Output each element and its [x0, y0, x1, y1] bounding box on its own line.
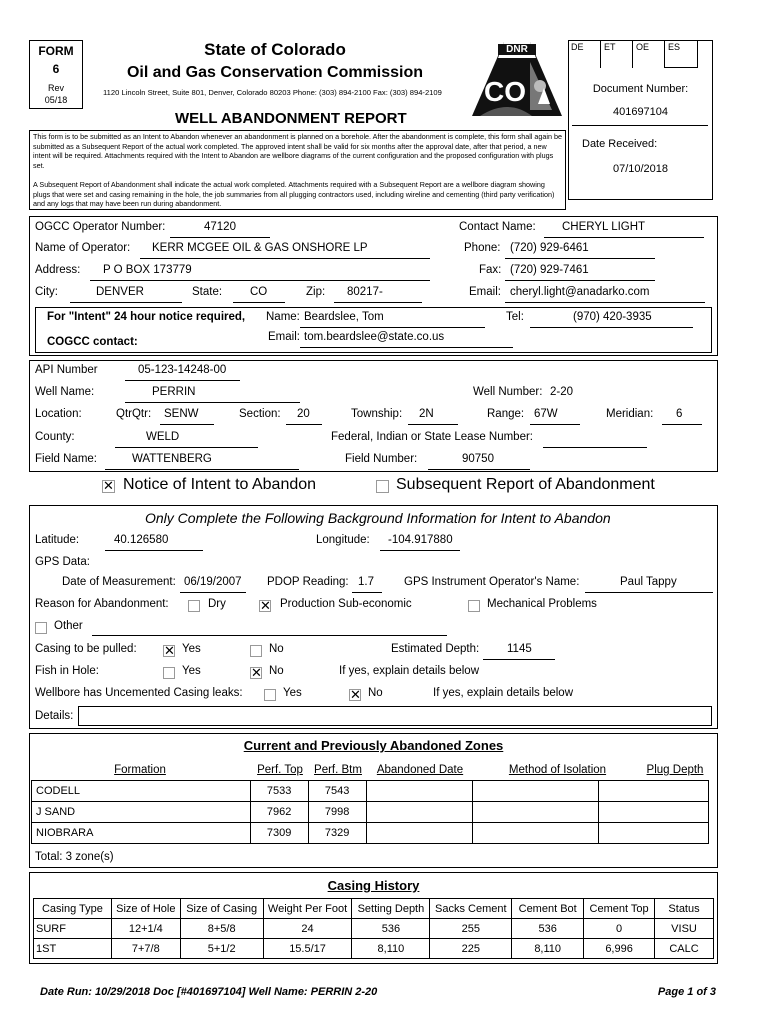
fish-no-label: No	[269, 665, 284, 677]
zones-total: Total: 3 zone(s)	[35, 851, 114, 863]
meridian-underline	[662, 424, 702, 425]
contact-label: Contact Name:	[459, 221, 536, 233]
table-row	[34, 939, 714, 959]
ogcc-label: OGCC Operator Number:	[35, 221, 166, 233]
zones-header-perf-top: Perf. Top	[257, 764, 303, 776]
township-label: Township:	[351, 408, 403, 420]
casing-hole-size: 7+7/8	[111, 939, 180, 959]
uncemented-no-label: No	[368, 687, 383, 699]
section-label: Section:	[239, 408, 281, 420]
pdop-underline	[352, 592, 382, 593]
cogcc-tel-underline	[530, 327, 693, 328]
county-underline	[115, 447, 258, 448]
casing-status: VISU	[655, 919, 714, 939]
casing-size: 8+5/8	[180, 919, 263, 939]
table-row	[32, 802, 709, 823]
cogcc-tel[interactable]: (970) 420-3935	[573, 311, 652, 323]
rev-date: 05/18	[44, 95, 68, 105]
zone-perf-btm: 7543	[308, 781, 366, 802]
field-number-label: Field Number:	[345, 453, 418, 465]
casing-pulled-yes-label: Yes	[182, 643, 201, 655]
zone-perf-btm: 7329	[308, 823, 366, 844]
operator-name-underline	[140, 258, 430, 259]
zones-title: Current and Previously Abandoned Zones	[243, 738, 504, 753]
mechanical-checkbox[interactable]	[468, 600, 480, 612]
other-underline	[92, 635, 447, 636]
casing-size: 5+1/2	[180, 939, 263, 959]
zone-abandoned-date	[366, 823, 473, 844]
casing-header: Setting Depth	[352, 899, 430, 919]
gps-operator-underline	[585, 592, 713, 593]
gps-operator[interactable]: Paul Tappy	[620, 576, 677, 588]
state-label: State:	[192, 286, 223, 298]
section-underline	[286, 424, 322, 425]
table-row	[34, 919, 714, 939]
state-underline	[233, 302, 285, 303]
mechanical-label: Mechanical Problems	[487, 598, 597, 610]
well-number[interactable]: 2-20	[550, 386, 574, 398]
report-title: WELL ABANDONMENT REPORT	[175, 110, 407, 127]
prod-subeconomic-checkbox[interactable]: ✕	[260, 598, 271, 613]
casing-title: Casing History	[327, 878, 420, 893]
logo-co-text: CO	[484, 76, 526, 107]
fish-no-checkbox[interactable]: ✕	[251, 665, 262, 680]
zones-header-perf-btm: Perf. Btm	[314, 764, 362, 776]
contact-name[interactable]: CHERYL LIGHT	[562, 221, 646, 233]
zone-perf-top: 7309	[250, 823, 308, 844]
well-number-label: Well Number:	[473, 386, 543, 398]
zone-perf-top: 7533	[250, 781, 308, 802]
cogcc-email-underline	[300, 347, 513, 348]
cogcc-name-label: Name:	[266, 311, 300, 323]
code-oe: OE	[633, 40, 665, 68]
email-label: Email:	[469, 286, 501, 298]
casing-header: Status	[655, 899, 714, 919]
est-depth-label: Estimated Depth:	[391, 643, 480, 655]
address-underline	[90, 280, 430, 281]
field-number-underline	[428, 469, 530, 470]
zone-perf-btm: 7998	[308, 802, 366, 823]
cogcc-contact-label: COGCC contact:	[47, 336, 138, 348]
prod-subeconomic-label: Production Sub-economic	[280, 598, 412, 610]
range-value[interactable]: 67W	[534, 408, 558, 420]
email-underline	[505, 302, 705, 303]
casing-header: Size of Casing	[180, 899, 263, 919]
office-divider	[572, 125, 708, 126]
zones-header-abandoned-date: Abandoned Date	[376, 764, 464, 776]
well-name[interactable]: PERRIN	[152, 386, 196, 398]
township-underline	[408, 424, 458, 425]
field-name-underline	[105, 469, 299, 470]
county-label: County:	[35, 431, 75, 443]
zone-perf-top: 7962	[250, 802, 308, 823]
township-value[interactable]: 2N	[419, 408, 434, 420]
cogcc-tel-label: Tel:	[506, 311, 524, 323]
api-underline	[125, 380, 240, 381]
zone-formation: CODELL	[32, 781, 251, 802]
code-es: ES	[665, 40, 698, 68]
doc-number: 401697104	[612, 106, 669, 118]
qtrqtr-underline	[160, 424, 214, 425]
email-value[interactable]: cheryl.light@anadarko.com	[510, 286, 650, 298]
intent-checkbox[interactable]: ✕	[103, 478, 114, 493]
qtrqtr-value[interactable]: SENW	[164, 408, 199, 420]
field-number[interactable]: 90750	[462, 453, 494, 465]
address-label: Address:	[35, 264, 81, 276]
rev-label: Rev	[47, 83, 64, 93]
longitude-underline	[380, 550, 460, 551]
measure-date-label: Date of Measurement:	[62, 576, 176, 588]
zone-plug-depth	[599, 781, 709, 802]
gps-operator-label: GPS Instrument Operator's Name:	[404, 576, 580, 588]
fish-yes-checkbox[interactable]	[163, 667, 175, 679]
dry-label: Dry	[208, 598, 226, 610]
address-value[interactable]: P O BOX 173779	[103, 264, 192, 276]
fish-label: Fish in Hole:	[35, 665, 99, 677]
intent-label: Notice of Intent to Abandon	[123, 476, 317, 493]
fax-value[interactable]: (720) 929-7461	[510, 264, 589, 276]
api-label: API Number	[35, 364, 98, 376]
casing-table	[33, 898, 714, 959]
other-label: Other	[54, 620, 83, 632]
details-input[interactable]	[78, 706, 712, 726]
ogcc-number[interactable]: 47120	[204, 221, 236, 233]
instructions-text-1: This form is to be submitted as an Intent to Abandon whenever an abandonment is planned on a borehole. After the abandonment is complete, this form shall again be submitted as a Subsequent Report of the actual work completed. The approved intent shall be valid for six months after the approval date, after that period, a new intent will be required. Attachments required with the Intent to Abandon are wellbore diagrams of the current configuration and the proposed configuration with plugs set.	[33, 132, 563, 170]
uncemented-explain-label: If yes, explain details below	[433, 687, 573, 699]
casing-status: CALC	[655, 939, 714, 959]
well-name-label: Well Name:	[35, 386, 95, 398]
casing-type: SURF	[34, 919, 112, 939]
casing-weight: 24	[263, 919, 352, 939]
notice-label: For "Intent" 24 hour notice required,	[47, 311, 246, 323]
fax-underline	[505, 280, 655, 281]
casing-sacks: 255	[430, 919, 512, 939]
phone-underline	[505, 258, 655, 259]
subsequent-label: Subsequent Report of Abandonment	[396, 476, 655, 493]
field-name-label: Field Name:	[35, 453, 97, 465]
casing-header: Weight Per Foot	[263, 899, 352, 919]
zone-formation: J SAND	[32, 802, 251, 823]
table-row	[32, 781, 709, 802]
latitude-label: Latitude:	[35, 534, 80, 546]
reason-label: Reason for Abandonment:	[35, 598, 169, 610]
casing-header: Casing Type	[34, 899, 112, 919]
other-checkbox[interactable]	[35, 622, 47, 634]
longitude-value[interactable]: -104.917880	[388, 534, 453, 546]
footer-run-info: Date Run: 10/29/2018 Doc [#401697104] Well Name: PERRIN 2-20	[40, 986, 378, 998]
longitude-label: Longitude:	[316, 534, 370, 546]
pdop-value[interactable]: 1.7	[358, 576, 374, 588]
range-underline	[530, 424, 580, 425]
measure-date[interactable]: 06/19/2007	[184, 576, 242, 588]
agency-name: Oil and Gas Conservation Commission	[126, 64, 424, 81]
form-number: 6	[52, 62, 60, 76]
form-label: FORM	[38, 44, 74, 58]
meridian-label: Meridian:	[606, 408, 654, 420]
zones-table	[31, 780, 709, 844]
city-value[interactable]: DENVER	[96, 286, 144, 298]
table-row	[32, 823, 709, 844]
casing-pulled-no-label: No	[269, 643, 284, 655]
fax-label: Fax:	[479, 264, 502, 276]
phone-label: Phone:	[464, 242, 501, 254]
uncemented-yes-label: Yes	[283, 687, 302, 699]
casing-setting-depth: 536	[352, 919, 430, 939]
api-value[interactable]: 05-123-14248-00	[138, 364, 227, 376]
range-label: Range:	[487, 408, 525, 420]
zip-underline	[334, 302, 422, 303]
zone-isolation	[473, 781, 599, 802]
uncemented-label: Wellbore has Uncemented Casing leaks:	[35, 687, 243, 699]
latitude-value[interactable]: 40.126580	[114, 534, 169, 546]
zone-plug-depth	[599, 802, 709, 823]
background-title: Only Complete the Following Background Information for Intent to Abandon	[145, 510, 611, 526]
dry-checkbox[interactable]	[188, 600, 200, 612]
state-value[interactable]: CO	[250, 286, 268, 298]
zone-isolation	[473, 802, 599, 823]
casing-setting-depth: 8,110	[352, 939, 430, 959]
county-value[interactable]: WELD	[146, 431, 180, 443]
cogcc-email-label: Email:	[268, 331, 300, 343]
zone-plug-depth	[599, 823, 709, 844]
casing-cement-top: 0	[584, 919, 655, 939]
est-depth-value[interactable]: 1145	[507, 643, 532, 655]
lease-underline	[543, 447, 647, 448]
uncemented-yes-checkbox[interactable]	[264, 689, 276, 701]
contact-underline	[544, 237, 704, 238]
zones-header-formation: Formation	[114, 764, 166, 776]
operator-name-label: Name of Operator:	[35, 242, 131, 254]
zone-isolation	[473, 823, 599, 844]
date-received: 07/10/2018	[612, 163, 669, 175]
zones-header-isolation: Method of Isolation	[508, 764, 607, 776]
fish-explain-label: If yes, explain details below	[339, 665, 479, 677]
casing-header: Cement Bot	[512, 899, 584, 919]
pdop-label: PDOP Reading:	[267, 576, 349, 588]
meridian-value[interactable]: 6	[676, 408, 683, 420]
well-name-underline	[125, 402, 300, 403]
cogcc-name-underline	[300, 327, 485, 328]
instructions-text-2: A Subsequent Report of Abandonment shall indicate the actual work completed. Attachments required with a Subsequent Report are a wellbore diagram showing plugs that were set and casing remaining in the hole, the job summaries from all plugging contractors used, including wireline and cementing (third party verification) and any logs that may have been run during abandonment.	[33, 180, 555, 209]
est-depth-underline	[483, 659, 555, 660]
casing-type: 1ST	[34, 939, 112, 959]
cogcc-email[interactable]: tom.beardslee@state.co.us	[304, 331, 445, 343]
measure-date-underline	[180, 592, 246, 593]
details-label: Details:	[35, 710, 74, 722]
cogcc-name[interactable]: Beardslee, Tom	[304, 311, 384, 323]
casing-cement-top: 6,996	[584, 939, 655, 959]
table-header-row	[34, 899, 714, 919]
agency-state: State of Colorado	[204, 40, 346, 59]
latitude-underline	[105, 550, 203, 551]
lease-label: Federal, Indian or State Lease Number:	[331, 431, 534, 443]
doc-number-label: Document Number:	[592, 83, 689, 95]
city-underline	[70, 302, 182, 303]
operator-name[interactable]: KERR MCGEE OIL & GAS ONSHORE LP	[152, 242, 368, 254]
uncemented-no-checkbox[interactable]: ✕	[350, 687, 361, 702]
logo-dnr-text: DNR	[498, 44, 536, 55]
zones-header-plug-depth: Plug Depth	[646, 764, 704, 776]
agency-address: 1120 Lincoln Street, Suite 801, Denver, Colorado 80203 Phone: (303) 894-2100 Fax: (303) 894-2109	[103, 88, 442, 97]
gps-label: GPS Data:	[35, 556, 90, 568]
casing-header: Cement Top	[584, 899, 655, 919]
footer-page: Page 1 of 3	[657, 986, 716, 998]
zone-abandoned-date	[366, 802, 473, 823]
casing-cement-bot: 8,110	[512, 939, 584, 959]
date-received-label: Date Received:	[582, 138, 658, 150]
phone-value[interactable]: (720) 929-6461	[510, 242, 589, 254]
office-codes-row	[568, 40, 698, 68]
casing-weight: 15.5/17	[263, 939, 352, 959]
ogcc-underline	[170, 237, 270, 238]
casing-pulled-no-checkbox[interactable]	[250, 645, 262, 657]
subsequent-checkbox[interactable]	[376, 480, 389, 493]
location-label: Location:	[35, 408, 82, 420]
code-de: DE	[568, 40, 601, 68]
zip-label: Zip:	[306, 286, 326, 298]
casing-header: Size of Hole	[111, 899, 180, 919]
casing-cement-bot: 536	[512, 919, 584, 939]
section-value[interactable]: 20	[297, 408, 310, 420]
casing-pulled-yes-checkbox[interactable]: ✕	[164, 643, 175, 658]
city-label: City:	[35, 286, 58, 298]
casing-hole-size: 12+1/4	[111, 919, 180, 939]
qtrqtr-label: QtrQtr:	[116, 408, 152, 420]
field-name[interactable]: WATTENBERG	[132, 453, 212, 465]
casing-pulled-label: Casing to be pulled:	[35, 643, 137, 655]
casing-header: Sacks Cement	[430, 899, 512, 919]
casing-sacks: 225	[430, 939, 512, 959]
dnr-logo	[468, 40, 566, 118]
zip-value[interactable]: 80217-	[347, 286, 383, 298]
zone-formation: NIOBRARA	[32, 823, 251, 844]
code-et: ET	[601, 40, 633, 68]
zone-abandoned-date	[366, 781, 473, 802]
fish-yes-label: Yes	[182, 665, 201, 677]
